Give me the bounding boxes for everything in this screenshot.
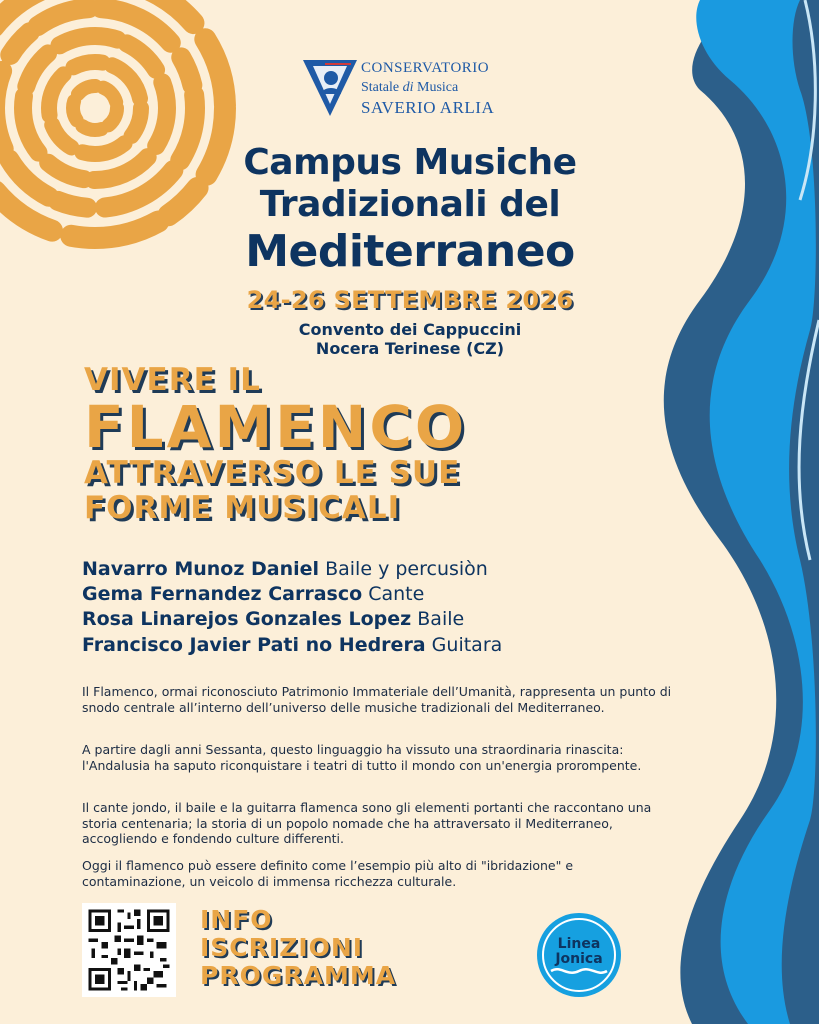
venue-line-2: Nocera Terinese (CZ) [315, 339, 505, 358]
info-label: INFO [200, 905, 273, 934]
artist-item: Rosa Linarejos Gonzales Lopez Baile [82, 608, 465, 630]
artist-item: Navarro Munoz Daniel Baile y percusiòn [82, 558, 488, 580]
venue-line-1: Convento dei Cappuccini [298, 320, 522, 339]
conservatorio-logo [303, 58, 523, 120]
artist-item: Francisco Javier Pati no Hedrera Guitara [82, 634, 503, 656]
logo-line-1: CONSERVATORIO [361, 60, 490, 76]
logo-line-3: SAVERIO ARLIA [361, 98, 495, 117]
qr-code-icon[interactable] [82, 903, 176, 997]
conservatorio-emblem-icon [303, 58, 357, 118]
description-paragraph: Il cante jondo, il baile e la guitarra flamenca sono gli elementi portanti che raccontano una storia centenaria; la storia di un popolo nomade che ha attraversato il Mediterraneo, accogliendo e fondendo culture differenti. [82, 800, 652, 846]
headline-line-4: FORME MUSICALI [84, 490, 401, 526]
description-paragraph: A partire dagli anni Sessanta, questo linguaggio ha vissuto una straordinaria rinascita: l'Andalusia ha saputo riconquistare i teatri di tutto il mondo con un'energia prorompente. [82, 742, 642, 773]
artist-item: Gema Fernandez Carrasco Cante [82, 583, 425, 605]
headline-line-3: ATTRAVERSO LE SUE [84, 455, 461, 491]
event-dates: 24-26 SETTEMBRE 2026 [246, 286, 574, 314]
linea-jonica-logo [537, 913, 621, 997]
headline-line-1: VIVERE IL [84, 362, 261, 398]
description-paragraph: Oggi il flamenco può essere definito come l’esempio più alto di "ibridazione" e contaminazione, un veicolo di immensa ricchezza culturale. [82, 858, 574, 889]
linea-jonica-line-1: Linea [557, 936, 601, 952]
description-paragraph: Il Flamenco, ormai riconosciuto Patrimonio Immateriale dell’Umanità, rappresenta un punto di snodo centrale all’interno dell’universo delle musiche tradizionali del Mediterraneo. [82, 684, 672, 715]
logo-line-2: Statale di Musica [361, 80, 459, 95]
iscrizioni-label: ISCRIZIONI [200, 933, 364, 962]
title-line-2: Tradizionali del [259, 184, 561, 225]
title-line-1: Campus Musiche [243, 142, 577, 183]
title-line-3: Mediterraneo [245, 226, 575, 277]
headline-flamenco: FLAMENCO [84, 393, 468, 461]
programma-label: PROGRAMMA [200, 961, 397, 990]
linea-jonica-line-2: Jonica [555, 951, 603, 967]
